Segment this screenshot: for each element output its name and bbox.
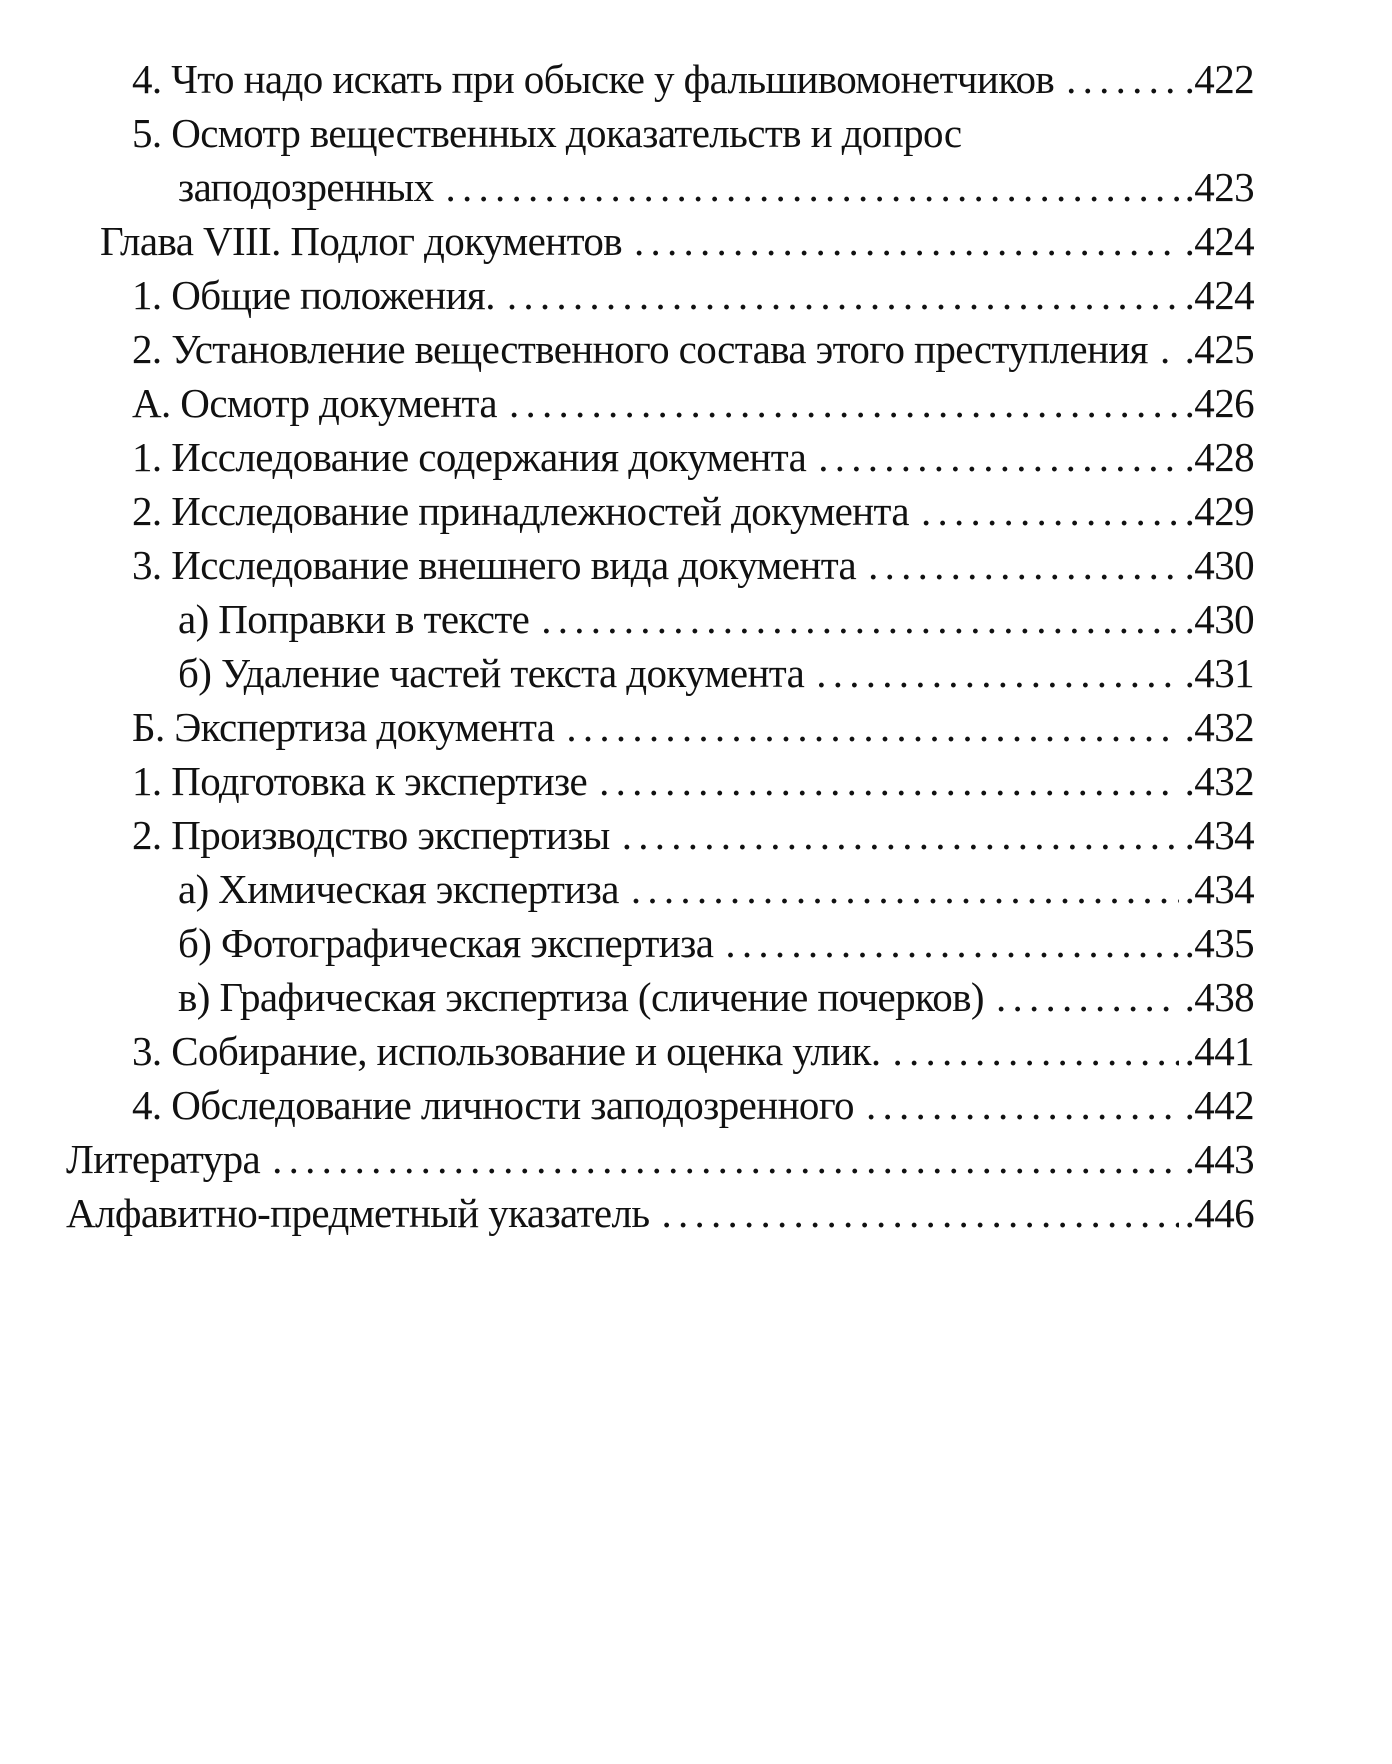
toc-entry-title: 4. Обследование личности заподозренного: [132, 1082, 854, 1128]
dot-leader: [725, 916, 1178, 970]
dot-leader: [634, 214, 1179, 268]
dot-leader: [661, 1186, 1178, 1240]
toc-entry: [0, 484, 1392, 538]
toc-entry-title: 3. Собирание, использование и оценка улик.: [132, 1028, 881, 1074]
toc-entry: [0, 970, 1392, 1024]
toc-entry-title: 5. Осмотр вещественных доказательств и допрос: [132, 110, 962, 156]
toc-entry-title: в) Графическая экспертиза (сличение почерков): [178, 974, 984, 1020]
table-of-contents: [0, 52, 1392, 1240]
dot-leader: [272, 1132, 1179, 1186]
toc-entry-title: Литература: [66, 1136, 261, 1182]
toc-entry-title: 3. Исследование внешнего вида документа: [132, 542, 857, 588]
dot-leader: [818, 430, 1178, 484]
toc-entry-title: заподозренных: [178, 164, 434, 210]
toc-entry: [0, 1078, 1392, 1132]
dot-leader: [599, 754, 1179, 808]
toc-entry-page: .441: [1184, 1028, 1254, 1074]
toc-entry: [0, 862, 1392, 916]
toc-entry: [0, 322, 1392, 376]
toc-entry-page: .429: [1184, 488, 1254, 534]
toc-entry-title: 2. Установление вещественного состава этого преступления: [132, 326, 1148, 372]
toc-entry-page: .442: [1184, 1082, 1254, 1128]
toc-entry: [0, 916, 1392, 970]
toc-entry-page: .422: [1184, 56, 1254, 102]
toc-entry-title: Глава VIII. Подлог документов: [100, 218, 623, 264]
toc-entry: [0, 538, 1392, 592]
dot-leader: [622, 808, 1179, 862]
toc-entry-title: А. Осмотр документа: [132, 380, 497, 426]
dot-leader: [507, 268, 1179, 322]
dot-leader: [509, 376, 1179, 430]
toc-entry-title: б) Удаление частей текста документа: [178, 650, 805, 696]
toc-entry: [0, 106, 1392, 160]
dot-leader: [868, 538, 1178, 592]
toc-entry: [0, 376, 1392, 430]
toc-entry-page: .430: [1184, 542, 1254, 588]
toc-entry-page: .423: [1184, 164, 1254, 210]
toc-entry-title: б) Фотографическая экспертиза: [178, 920, 714, 966]
toc-entry-title: 1. Общие положения.: [132, 272, 495, 318]
toc-entry: [0, 808, 1392, 862]
toc-entry: [0, 430, 1392, 484]
toc-entry-title: Алфавитно-предметный указатель: [66, 1190, 650, 1236]
dot-leader: [1160, 322, 1179, 376]
dot-leader: [446, 160, 1179, 214]
toc-entry-page: .432: [1184, 758, 1254, 804]
toc-entry-page: .430: [1184, 596, 1254, 642]
toc-entry-page: .438: [1184, 974, 1254, 1020]
toc-entry-page: .425: [1184, 326, 1254, 372]
toc-entry-page: .446: [1184, 1190, 1254, 1236]
toc-entry-page: .424: [1184, 272, 1254, 318]
toc-entry-title: Б. Экспертиза документа: [132, 704, 555, 750]
toc-entry: [0, 754, 1392, 808]
toc-entry-page: .428: [1184, 434, 1254, 480]
toc-entry: [0, 700, 1392, 754]
toc-entry-page: .424: [1184, 218, 1254, 264]
dot-leader: [631, 862, 1179, 916]
toc-section: [0, 1132, 1392, 1186]
dot-leader: [816, 646, 1178, 700]
toc-entry-title: 2. Производство экспертизы: [132, 812, 610, 858]
dot-leader: [921, 484, 1179, 538]
toc-entry-page: .432: [1184, 704, 1254, 750]
toc-entry: [0, 52, 1392, 106]
toc-entry-page: .443: [1184, 1136, 1254, 1182]
dot-leader: [1066, 52, 1178, 106]
toc-entry-page: .434: [1184, 812, 1254, 858]
toc-section: [0, 1186, 1392, 1240]
toc-entry-page: .435: [1184, 920, 1254, 966]
dot-leader: [541, 592, 1178, 646]
toc-entry-title: 1. Подготовка к экспертизе: [132, 758, 588, 804]
toc-entry: [0, 646, 1392, 700]
toc-entry-title: а) Химическая экспертиза: [178, 866, 619, 912]
dot-leader: [566, 700, 1178, 754]
toc-entry-page: .426: [1184, 380, 1254, 426]
toc-entry-title: а) Поправки в тексте: [178, 596, 530, 642]
toc-entry: [0, 1024, 1392, 1078]
toc-entry-continuation: [0, 160, 1392, 214]
dot-leader: [866, 1078, 1179, 1132]
toc-entry-title: 4. Что надо искать при обыске у фальшивомонетчиков: [132, 56, 1055, 102]
toc-entry: [0, 268, 1392, 322]
toc-entry-page: .431: [1184, 650, 1254, 696]
toc-entry-page: .434: [1184, 866, 1254, 912]
toc-entry: [0, 592, 1392, 646]
dot-leader: [893, 1024, 1179, 1078]
dot-leader: [996, 970, 1179, 1024]
toc-chapter: [0, 214, 1392, 268]
toc-entry-title: 1. Исследование содержания документа: [132, 434, 807, 480]
toc-entry-title: 2. Исследование принадлежностей документа: [132, 488, 909, 534]
